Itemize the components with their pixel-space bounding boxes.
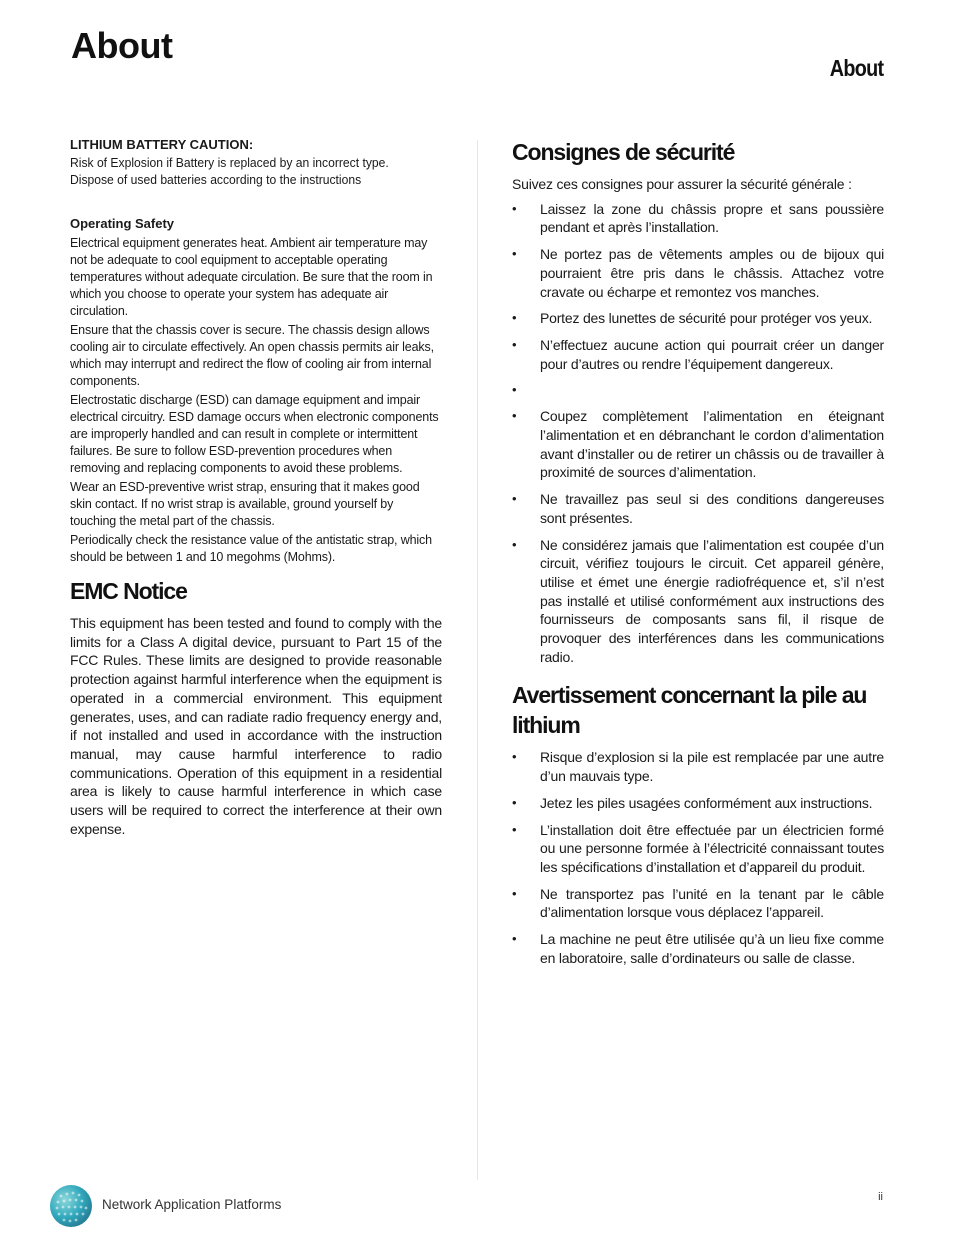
safety-paragraph: Electrical equipment generates heat. Ambient air temperature may not be adequate to cool equipment to acceptable operating temperatures without adequate circulation. Be sure that the room in which you choose to operate your system has adequate air circulation. bbox=[70, 236, 433, 318]
bullet-icon: • bbox=[512, 408, 517, 424]
list-item bbox=[512, 794, 884, 813]
safety-paragraph: Wear an ESD-preventive wrist strap, ensuring that it makes good skin contact. If no wrist strap is available, ground yourself by touching the metal part of the chassis. bbox=[70, 480, 420, 528]
emc-notice-heading: EMC Notice bbox=[70, 578, 187, 604]
safety-paragraph: Ensure that the chassis cover is secure. The chassis design allows cooling air to circulate effectively. An open chassis permits air leaks, which may interrupt and redirect the flow of cooling air from internal components. bbox=[70, 323, 434, 388]
list-item bbox=[512, 200, 884, 237]
safety-paragraph: Electrostatic discharge (ESD) can damage equipment and impair electrical circuitry. ESD damage occurs when electronic components are improperly handled and can result in complete or intermittent failures. Be sure to follow ESD-prevention procedures when removing and replacing components to avoid these problems. bbox=[70, 393, 439, 475]
right-column bbox=[512, 135, 884, 976]
list-item bbox=[512, 245, 884, 301]
list-item-text: N’effectuez aucune action qui pourrait créer un danger pour d’autres ou rendre l’équipement dangereux. bbox=[540, 336, 884, 372]
list-item bbox=[512, 381, 884, 399]
lithium-caution-text: Risk of Explosion if Battery is replaced by an incorrect type. Dispose of used batteries according to the instructions bbox=[70, 156, 389, 187]
bullet-icon: • bbox=[512, 200, 517, 216]
bullet-icon: • bbox=[512, 310, 517, 326]
bullet-icon: • bbox=[512, 336, 517, 352]
list-item-text: Ne considérez jamais que l’alimentation est coupée d’un circuit, vérifiez toujours le circuit. Cet appareil génère, utilise et émet une énergie radiofréquence et, s’il n’est pas installé et utilisé conformément aux instructions des fournisseurs de composants sans fil, il risque de provoquer des interférences dans les communications radio. bbox=[540, 536, 884, 665]
bullet-icon: • bbox=[512, 821, 517, 837]
bullet-icon: • bbox=[512, 491, 517, 507]
consignes-heading: Consignes de sécurité bbox=[512, 139, 735, 165]
list-item bbox=[512, 407, 884, 482]
list-item bbox=[512, 309, 884, 328]
list-item-text: Jetez les piles usagées conformément aux instructions. bbox=[540, 794, 873, 811]
list-item-text: Ne transportez pas l’unité en la tenant par le câble d’alimentation lorsque vous déplacez l’appareil. bbox=[540, 885, 884, 921]
list-item-text: Ne portez pas de vêtements amples ou de bijoux qui pourraient être pris dans le châssis. Attachez votre cravate ou écharpe et remontez vos manches. bbox=[540, 246, 884, 300]
bullet-icon: • bbox=[512, 794, 517, 810]
page-number: ii bbox=[878, 1191, 883, 1203]
list-item bbox=[512, 336, 884, 373]
globe-dots-icon bbox=[49, 1184, 93, 1228]
list-item bbox=[512, 536, 884, 667]
consignes-list bbox=[512, 200, 884, 667]
left-column bbox=[70, 135, 442, 838]
list-item-text: Coupez complètement l’alimentation en éteignant l’alimentation et en débranchant le cordon d’alimentation avant d’installer ou de retirer un châssis ou de travailler à proximité de sources d’alimentation. bbox=[540, 408, 884, 481]
consignes-intro: Suivez ces consignes pour assurer la sécurité générale : bbox=[512, 176, 852, 192]
list-item-text: Laissez la zone du châssis propre et sans poussière pendant et après l’installation. bbox=[540, 200, 884, 236]
lithium-list bbox=[512, 748, 884, 967]
running-header: About bbox=[829, 55, 883, 81]
list-item-text: Portez des lunettes de sécurité pour protéger vos yeux. bbox=[540, 310, 873, 327]
operating-safety-title: Operating Safety bbox=[70, 216, 175, 231]
lithium-caution-title: LITHIUM BATTERY CAUTION: bbox=[70, 137, 254, 152]
column-divider bbox=[477, 140, 478, 1180]
safety-paragraph: Periodically check the resistance value of the antistatic strap, which should be between 1 and 10 megohms (Mohms). bbox=[70, 533, 432, 564]
bullet-icon: • bbox=[512, 749, 517, 765]
bullet-icon: • bbox=[512, 246, 517, 262]
list-item-text: La machine ne peut être utilisée qu’à un lieu fixe comme en laboratoire, salle d’ordinateurs ou salle de classe. bbox=[540, 931, 884, 966]
page-title: About bbox=[71, 25, 173, 66]
bullet-icon: • bbox=[512, 931, 517, 947]
bullet-icon: • bbox=[512, 536, 517, 552]
list-item-text: Ne travaillez pas seul si des conditions dangereuses sont présentes. bbox=[540, 491, 884, 526]
list-item bbox=[512, 490, 884, 527]
lithium-warning-heading: Avertissement concernant la pile au lithium bbox=[512, 682, 867, 739]
list-item bbox=[512, 930, 884, 967]
emc-notice-text: This equipment has been tested and found to comply with the limits for a Class A digital device, pursuant to Part 15 of the FCC Rules. These limits are designed to provide reasonable protection against harmful interference when the equipment is operated in a commercial environment. This equipment generates, uses, and can radiate radio frequency energy and, if not installed and used in accordance with the instruction manual, may cause harmful interference to radio communications. Operation of this equipment in a residential area is likely to cause harmful interference in which case users will be required to correct the interference at their own expense. bbox=[70, 615, 442, 837]
bullet-icon: • bbox=[512, 382, 517, 398]
footer-brand-text: Network Application Platforms bbox=[102, 1197, 282, 1212]
list-item bbox=[512, 885, 884, 922]
list-item bbox=[512, 821, 884, 877]
list-item-text: Risque d’explosion si la pile est remplacée par une autre d’un mauvais type. bbox=[540, 749, 884, 785]
list-item bbox=[512, 748, 884, 785]
list-item-text: L’installation doit être effectuée par un électricien formé ou une personne formée à l’électricité connaissant toutes les spécifications d’installation et d’appareil du produit. bbox=[540, 821, 884, 875]
bullet-icon: • bbox=[512, 885, 517, 901]
